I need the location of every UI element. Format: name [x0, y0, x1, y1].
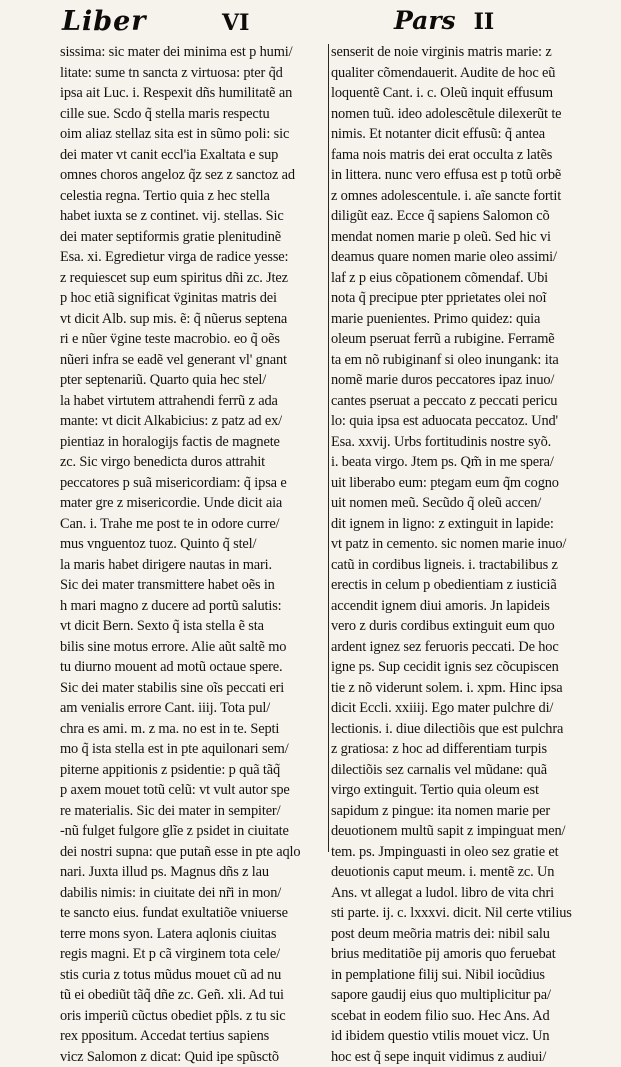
left-column-line: omnes choros angeloz q̃z sez z sanctoz ad — [60, 165, 334, 186]
running-head — [0, 4, 621, 42]
right-column-line: ardent ignez sez feruoris peccati. De hoc — [331, 637, 605, 658]
left-column-line: oris imperiũ cũctus obediet pp̃ls. z tu sic — [60, 1006, 334, 1027]
left-column-line: mus vnguentoz tuoz. Quinto q̃ stel/ — [60, 534, 334, 555]
left-text-column — [60, 42, 334, 1067]
right-column-line: uit liberabo eum: ptegam eum q̃m cogno — [331, 473, 605, 494]
right-text-column — [331, 42, 605, 1067]
left-column-line: dei mater vt canit eccl'ia Exaltata e sup — [60, 145, 334, 166]
right-column-line: igne ps. Sup cecidit ignis sez cõcupiscen — [331, 657, 605, 678]
left-column-line: dabilis nimis: in ciuitate dei nr̃i in mon/ — [60, 883, 334, 904]
left-column-line: peccatores p suã misericordiam: q̃ ipsa e — [60, 473, 334, 494]
right-column-line: vt patz in cemento. sic nomen marie inuo/ — [331, 534, 605, 555]
right-column-line: erectis in celum p obedientiam z iusticiã — [331, 575, 605, 596]
left-column-line: la habet virtutem attrahendi ferrũ z ada — [60, 391, 334, 412]
column-divider — [328, 44, 329, 852]
right-column-line: in pemplatione filij sui. Nibil iocũdius — [331, 965, 605, 986]
left-column-line: stis curia z totus mũdus mouet cũ ad nu — [60, 965, 334, 986]
left-column-line: nũeri infra se eadẽ vel generant vl' gnant — [60, 350, 334, 371]
right-column-line: Ans. vt allegat a ludol. libro de vita chri — [331, 883, 605, 904]
left-column-line: cille sue. Scdo q̃ stella maris respectu — [60, 104, 334, 125]
left-column-line: Sic dei mater transmittere habet oẽs in — [60, 575, 334, 596]
right-column-line: catũ in cordibus ligneis. i. tractabilibus z — [331, 555, 605, 576]
left-column-line: tu diurno mouent ad motũ octaue spere. — [60, 657, 334, 678]
left-column-line: Can. i. Trahe me post te in odore curre/ — [60, 514, 334, 535]
left-column-line: p hoc etiã significat v̈ginitas matris dei — [60, 288, 334, 309]
right-column-line: lo: quia ipsa est aduocata peccatoz. Und' — [331, 411, 605, 432]
right-column-line: diligũt eaz. Ecce q̃ sapiens Salomon cõ — [331, 206, 605, 227]
right-column-line: sapidum z pingue: ita nomen marie per — [331, 801, 605, 822]
right-column-line: deamus quare nomen marie oleo assimi/ — [331, 247, 605, 268]
left-column-line: chra es ami. m. z ma. no est in te. Septi — [60, 719, 334, 740]
left-column-line: pter septenariũ. Quarto quia hec stel/ — [60, 370, 334, 391]
right-column-line: post deum meõria matris dei: nibil salu — [331, 924, 605, 945]
right-column-line: lectionis. i. diue dilectiõis que est pulchra — [331, 719, 605, 740]
right-column-line: uit nomen meũ. Secũdo q̃ oleũ accen/ — [331, 493, 605, 514]
right-column-line: nomen tuũ. ideo adolescẽtule dilexerũt te — [331, 104, 605, 125]
left-column-line: mater gre z misericordie. Unde dicit aia — [60, 493, 334, 514]
right-column-line: brius meditatiõe pij amoris quo feruebat — [331, 944, 605, 965]
left-column-line: celestia regna. Tertio quia z hec stella — [60, 186, 334, 207]
right-column-line: vero z duris cordibus extinguit eum quo — [331, 616, 605, 637]
left-column-line: regis magni. Et p cã virginem tota cele/ — [60, 944, 334, 965]
left-column-line: mante: vt dicit Alkabicius: z patz ad ex/ — [60, 411, 334, 432]
right-column-line: fama nois matris dei erat occulta z latẽs — [331, 145, 605, 166]
left-column-line: ri e nũer v̈gine teste macrobio. eo q̃ oẽs — [60, 329, 334, 350]
left-column-line: litate: sume tn sancta z virtuosa: pter q̃d — [60, 63, 334, 84]
right-column-line: dilectiõis sez carnalis vel mũdane: quã — [331, 760, 605, 781]
right-column-line: dit ignem in ligno: z extinguit in lapide: — [331, 514, 605, 535]
left-column-line: p axem mouet totũ celũ: vt vult autor spe — [60, 780, 334, 801]
left-column-line: -nũ fulget fulgore glĩe z psidet in ciuitate — [60, 821, 334, 842]
left-column-line: tũ ei obediũt tãq̃ dñe zc. Geñ. xli. Ad tui — [60, 985, 334, 1006]
left-column-line: bilis sine motus errore. Alie aũt saltẽ mo — [60, 637, 334, 658]
right-column-line: accendit ignem diui amoris. Jn lapideis — [331, 596, 605, 617]
running-head-part-number: II — [474, 9, 495, 35]
right-column-line: in littera. nunc vero effusa est p totũ orbẽ — [331, 165, 605, 186]
left-column-line: pientiaz in horalogijs factis de magnete — [60, 432, 334, 453]
left-column-line: te sancto eius. fundat exultatiõe vniuerse — [60, 903, 334, 924]
left-column-line: vt dicit Bern. Sexto q̃ ista stella ẽ sta — [60, 616, 334, 637]
left-column-line: piterne appitionis z psidentie: p quã tãq̃ — [60, 760, 334, 781]
left-column-line: habet iuxta se z continet. vij. stellas. Sic — [60, 206, 334, 227]
right-column-line: qualiter cõmendauerit. Audite de hoc eũ — [331, 63, 605, 84]
left-column-line: re materialis. Sic dei mater in sempiter/ — [60, 801, 334, 822]
left-column-line: h mari magno z ducere ad portũ salutis: — [60, 596, 334, 617]
left-column-line: mo q̃ ista stella est in pte aquilonari sem/ — [60, 739, 334, 760]
right-column-line: loquentẽ Cant. i. c. Oleũ inquit effusum — [331, 83, 605, 104]
right-column-line: ta em nõ rubiginanf si oleo inungank: ita — [331, 350, 605, 371]
left-column-line: rex ppositum. Accedat tertius sapiens — [60, 1026, 334, 1047]
right-column-line: nimis. Et notanter dicit effusũ: q̃ antea — [331, 124, 605, 145]
right-column-line: Esa. xxvij. Urbs fortitudinis nostre syõ. — [331, 432, 605, 453]
right-column-line: laf z p eius cõpationem cõmendaf. Ubi — [331, 268, 605, 289]
running-head-book: Liber — [62, 6, 147, 37]
left-column-line: ipsa ait Luc. i. Respexit dñs humilitatẽ an — [60, 83, 334, 104]
right-column-line: id ibidem questio vtilis mouet vicz. Un — [331, 1026, 605, 1047]
right-column-line: z gratiosa: z hoc ad differentiam turpis — [331, 739, 605, 760]
running-head-part-word: Pars — [394, 6, 456, 35]
left-column-line: nari. Juxta illud ps. Magnus dñs z lau — [60, 862, 334, 883]
right-column-line: i. beata virgo. Jtem ps. Qm̃ in me spera/ — [331, 452, 605, 473]
left-column-line: Sic dei mater stabilis sine oĩs peccati eri — [60, 678, 334, 699]
right-column-line: dicit Eccli. xxiiij. Ego mater pulchre di/ — [331, 698, 605, 719]
left-column-line: z requiescet sup eum spiritus dñi zc. Jtez — [60, 268, 334, 289]
running-head-part — [394, 6, 494, 35]
right-column-line: sti parte. ij. c. lxxxvi. dicit. Nil certe vtilius — [331, 903, 605, 924]
right-column-line: oleum pseruat ferrũ a rubigine. Ferramẽ — [331, 329, 605, 350]
right-column-line: virgo extinguit. Tertio quia oleum est — [331, 780, 605, 801]
left-column-line: la maris habet dirigere nautas in mari. — [60, 555, 334, 576]
left-column-line: terre mons syon. Latera aqlonis ciuitas — [60, 924, 334, 945]
left-column-line: Esa. xi. Egredietur virga de radice yesse: — [60, 247, 334, 268]
right-column-line: tem. ps. Jmpinguasti in oleo sez gratie et — [331, 842, 605, 863]
left-column-line: vt dicit Alb. sup mis. ẽ: q̃ nũerus septena — [60, 309, 334, 330]
right-column-line: sapore gaudij eius quo multiplicitur pa/ — [331, 985, 605, 1006]
right-column-line: z omnes adolescentule. i. aĩe sancte fortit — [331, 186, 605, 207]
right-column-line: nota q̃ precipue pter pprietates olei noĩ — [331, 288, 605, 309]
right-column-line: hoc est q̃ sepe inquit vidimus z audiui/ — [331, 1047, 605, 1067]
left-column-line: zc. Sic virgo benedicta duros attrahit — [60, 452, 334, 473]
right-column-line: tie z nõ viderunt solem. i. xpm. Hinc ipsa — [331, 678, 605, 699]
right-column-line: deuotionem multũ sapit z impinguat men/ — [331, 821, 605, 842]
right-column-line: scebat in eodem filio suo. Hec Ans. Ad — [331, 1006, 605, 1027]
right-column-line: nomẽ marie duros peccatores ipaz inuo/ — [331, 370, 605, 391]
left-column-line: vicz Salomon z dicat: Quid ipe spũsctõ — [60, 1047, 334, 1067]
right-column-line: cantes pseruat a peccato z peccati pericu — [331, 391, 605, 412]
left-column-line: dei mater septiformis gratie plenitudinẽ — [60, 227, 334, 248]
running-head-book-number: VI — [222, 10, 249, 36]
right-column-line: senserit de noie virginis matris marie: z — [331, 42, 605, 63]
right-column-line: marie puenientes. Primo quidez: quia — [331, 309, 605, 330]
left-column-line: dei nostri supna: que putañ esse in pte aqlo — [60, 842, 334, 863]
left-column-line: oim aliaz stellaz sita est in sũmo poli: sic — [60, 124, 334, 145]
right-column-line: deuotionis caput meum. i. mentẽ zc. Un — [331, 862, 605, 883]
right-column-line: mendat nomen marie p oleũ. Sed hic vi — [331, 227, 605, 248]
left-column-line: sissima: sic mater dei minima est p humi/ — [60, 42, 334, 63]
left-column-line: am venialis errore Cant. iiij. Tota pul/ — [60, 698, 334, 719]
